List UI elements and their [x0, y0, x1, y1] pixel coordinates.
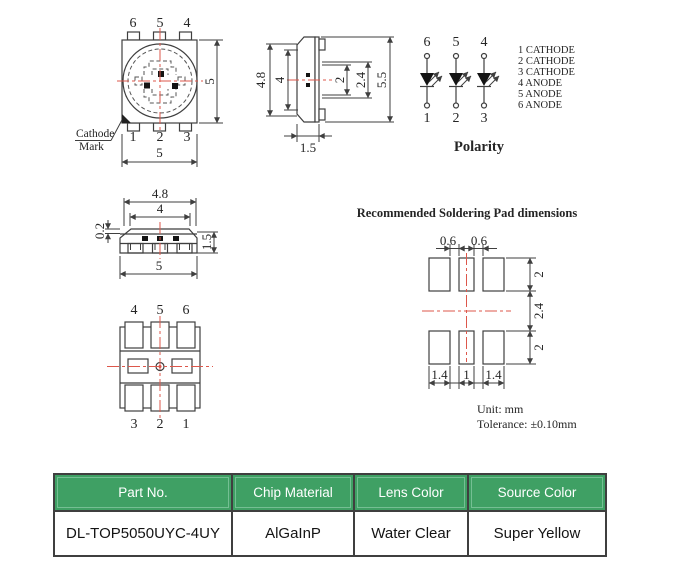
unit-note: Unit: mm [477, 402, 524, 416]
tolerance-note: Tolerance: ±0.10mm [477, 417, 577, 431]
pad-dim-heights [506, 258, 546, 364]
table-cell-lens-color: Water Clear [355, 512, 469, 555]
svg-text:5: 5 [202, 78, 217, 85]
svg-text:4 ANODE: 4 ANODE [518, 78, 563, 89]
table-cell-source-color: Super Yellow [493, 525, 581, 542]
svg-text:0.6: 0.6 [470, 233, 488, 248]
pad-dim-widths [429, 366, 504, 389]
svg-text:4: 4 [272, 76, 287, 84]
svg-text:5 ANODE: 5 ANODE [518, 89, 563, 100]
soldering-pad-layout [357, 206, 578, 431]
top-view-dim-height [199, 40, 223, 123]
svg-text:2: 2 [332, 76, 347, 84]
top-view-pin-label: 4 [183, 16, 191, 31]
side-view [253, 37, 394, 155]
bottom-view-pin-label: 1 [182, 417, 190, 432]
svg-text:5: 5 [156, 145, 163, 160]
svg-text:0.2: 0.2 [92, 222, 107, 240]
top-view [75, 16, 223, 167]
top-view-pin-label: 1 [129, 130, 137, 145]
svg-text:1.4: 1.4 [431, 367, 448, 382]
svg-text:5: 5 [452, 35, 460, 50]
svg-text:2: 2 [452, 111, 460, 126]
svg-text:1 CATHODE: 1 CATHODE [518, 45, 575, 56]
side-view-dim-1-5 [284, 124, 332, 155]
svg-text:4.8: 4.8 [253, 71, 268, 89]
table-header-chip-material: Chip Material [233, 475, 355, 512]
svg-text:Cathode: Cathode [76, 128, 115, 140]
svg-text:Mark: Mark [79, 141, 104, 153]
front-view-dim-5 [120, 256, 197, 279]
svg-text:2.4: 2.4 [353, 71, 368, 89]
svg-text:1.5: 1.5 [199, 233, 214, 251]
cathode-mark-callout [75, 120, 122, 153]
svg-text:2: 2 [531, 271, 546, 278]
svg-text:1: 1 [423, 111, 431, 126]
bottom-view-pin-label: 6 [182, 303, 190, 318]
table-header-part-no: Part No. [55, 475, 233, 512]
svg-text:0.6: 0.6 [439, 233, 457, 248]
svg-text:6 ANODE: 6 ANODE [518, 100, 563, 111]
front-view-dim-1-5 [197, 232, 218, 253]
side-view-dim-2 [322, 65, 351, 95]
spec-table [53, 473, 607, 557]
svg-text:2 CATHODE: 2 CATHODE [518, 56, 575, 67]
pin-function-list [518, 45, 575, 111]
svg-text:2: 2 [531, 344, 546, 351]
polarity-diagram [420, 35, 575, 155]
svg-text:6: 6 [423, 35, 431, 50]
svg-text:3 CATHODE: 3 CATHODE [518, 67, 575, 78]
svg-text:1.4: 1.4 [485, 367, 502, 382]
svg-text:4: 4 [156, 201, 164, 216]
svg-text:4: 4 [480, 35, 488, 50]
bottom-view-pin-label: 5 [156, 303, 164, 318]
led-symbol [449, 35, 471, 126]
svg-text:3: 3 [480, 111, 488, 126]
front-view-dim-0-2 [92, 220, 120, 243]
top-view-pin-label: 5 [156, 16, 164, 31]
bottom-view-pin-label: 2 [156, 417, 164, 432]
bottom-view [107, 303, 213, 432]
led-symbol [477, 35, 499, 126]
led-symbol [420, 35, 442, 126]
top-view-pin-label: 2 [156, 130, 164, 145]
pad-dim-gaps [436, 233, 497, 256]
bottom-view-pin-label: 3 [130, 417, 138, 432]
table-cell-chip-material: AlGaInP [233, 512, 355, 555]
table-header-source-color: Source Color [469, 475, 605, 512]
table-cell-part-no: DL-TOP5050UYC-4UY [55, 512, 233, 555]
front-view [92, 186, 218, 279]
svg-text:5: 5 [155, 258, 163, 273]
svg-text:2.4: 2.4 [531, 302, 546, 320]
svg-text:4.8: 4.8 [151, 186, 169, 201]
table-header-lens-color: Lens Color [355, 475, 469, 512]
polarity-title: Polarity [454, 139, 504, 155]
bottom-view-pin-label: 4 [130, 303, 138, 318]
svg-text:5.5: 5.5 [374, 71, 389, 89]
svg-text:1: 1 [463, 367, 470, 382]
svg-text:1.5: 1.5 [299, 140, 317, 155]
top-view-pin-label: 6 [129, 16, 137, 31]
top-view-pin-label: 3 [183, 130, 191, 145]
pad-layout-title: Recommended Soldering Pad dimensions [356, 206, 578, 220]
